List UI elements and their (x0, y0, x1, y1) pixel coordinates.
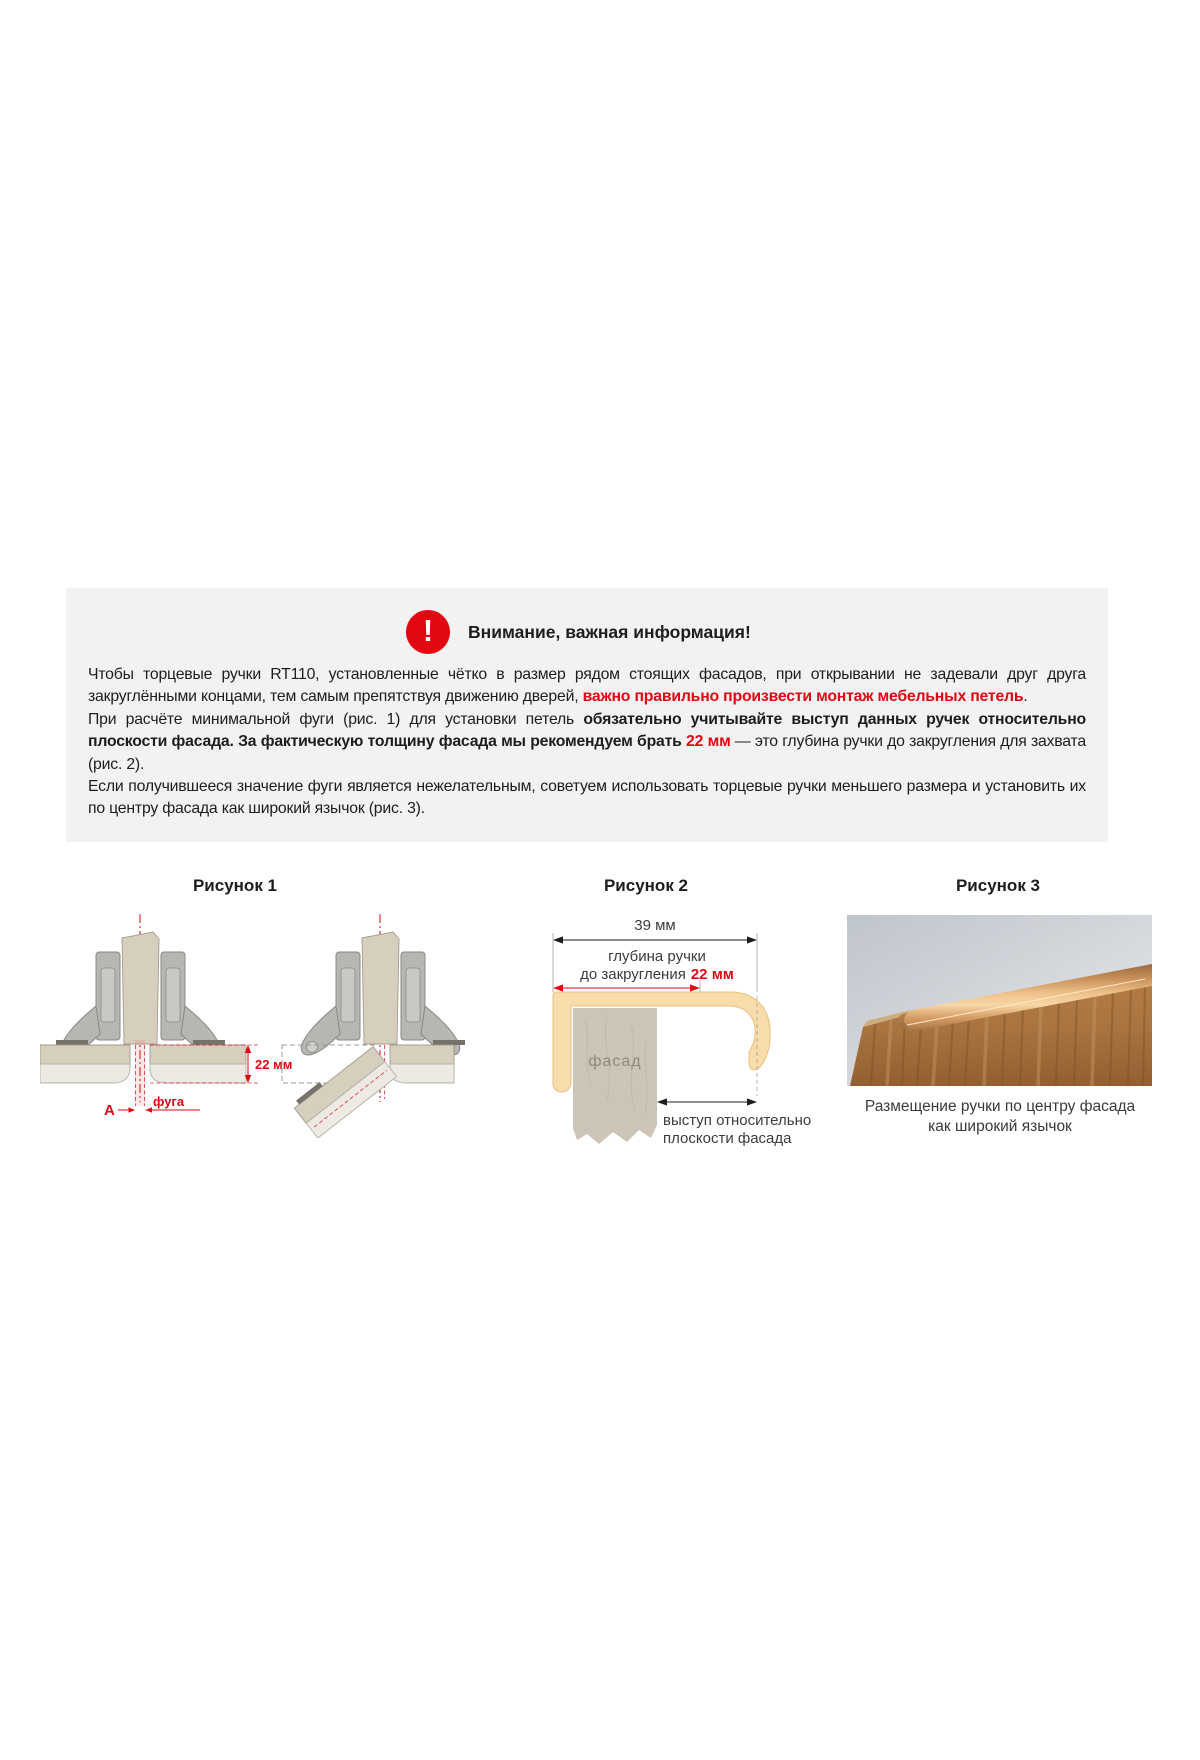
figure-1-caption: Рисунок 1 (192, 876, 278, 895)
notice-box (66, 588, 1108, 842)
text-run: — это глубина ручки до закругления для захвата (рис. 2). (88, 733, 1086, 773)
text-run: Чтобы торцевые ручки RT110, установленные чётко в размер рядом стоящих фасадов, при открывании не задевали друг друга закруглёнными концами, тем самым препятствуя движению дверей, (88, 666, 1086, 706)
figure-2-caption: Рисунок 2 (603, 876, 689, 895)
text-run: . (1023, 688, 1028, 706)
figure-1-dim-22mm: 22 мм (255, 1057, 293, 1072)
figure-1-closed-hinge (40, 914, 292, 1119)
notice-sentence-2 (88, 709, 1086, 776)
figure-2-protrusion-line1: выступ относительно (663, 1112, 812, 1129)
figure-3-note (830, 1097, 1170, 1136)
figure-2-fasad-panel (573, 1008, 657, 1144)
figure-2-dim-39mm: 39 мм (634, 917, 676, 934)
figure-3-caption: Рисунок 3 (955, 876, 1041, 895)
text-run: При расчёте минимальной фуги (рис. 1) для установки петель (88, 710, 584, 728)
figure-2-depth-line1: глубина ручки (608, 948, 706, 965)
notice-title: Внимание, важная информация! (468, 621, 751, 642)
notice-sentence-3 (88, 776, 1086, 821)
figure-1-open-hinge (282, 914, 465, 1138)
text-run-red: важно правильно произвести монтаж мебельных петель (582, 688, 1024, 706)
figure-3-note-line1: Размещение ручки по центру фасада (864, 1098, 1136, 1115)
notice-header (406, 610, 751, 654)
figure-3-photo (847, 915, 1152, 1086)
figure-3-note-line2: как широкий язычок (928, 1117, 1072, 1135)
notice-sentence-1 (88, 664, 1086, 709)
text-run: Если получившееся значение фуги является нежелательным, советуем использовать торцевые ручки меньшего размера и установить их по центру фасада как широкий язычок (рис. 3). (88, 778, 1086, 818)
figure-2-fasad-label: фасад (588, 1053, 642, 1070)
figure-2-depth-line2: до закругления 22 мм (580, 966, 734, 983)
figure-2-protrusion-line2: плоскости фасада (663, 1130, 792, 1147)
figure-1-diagram (40, 908, 510, 1138)
figure-1-label-a: A (104, 1102, 115, 1119)
warning-icon: ! (406, 610, 450, 654)
notice-paragraph (88, 664, 1086, 821)
text-run-red: 22 мм (686, 733, 731, 751)
text-run-bold: обязательно учитывайте выступ данных ручек относительно плоскости фасада. За фактическую толщину фасада мы рекомендуем брать (88, 710, 1086, 751)
figure-2-diagram (535, 900, 815, 1162)
figure-1-label-fuga: фуга (153, 1094, 185, 1109)
